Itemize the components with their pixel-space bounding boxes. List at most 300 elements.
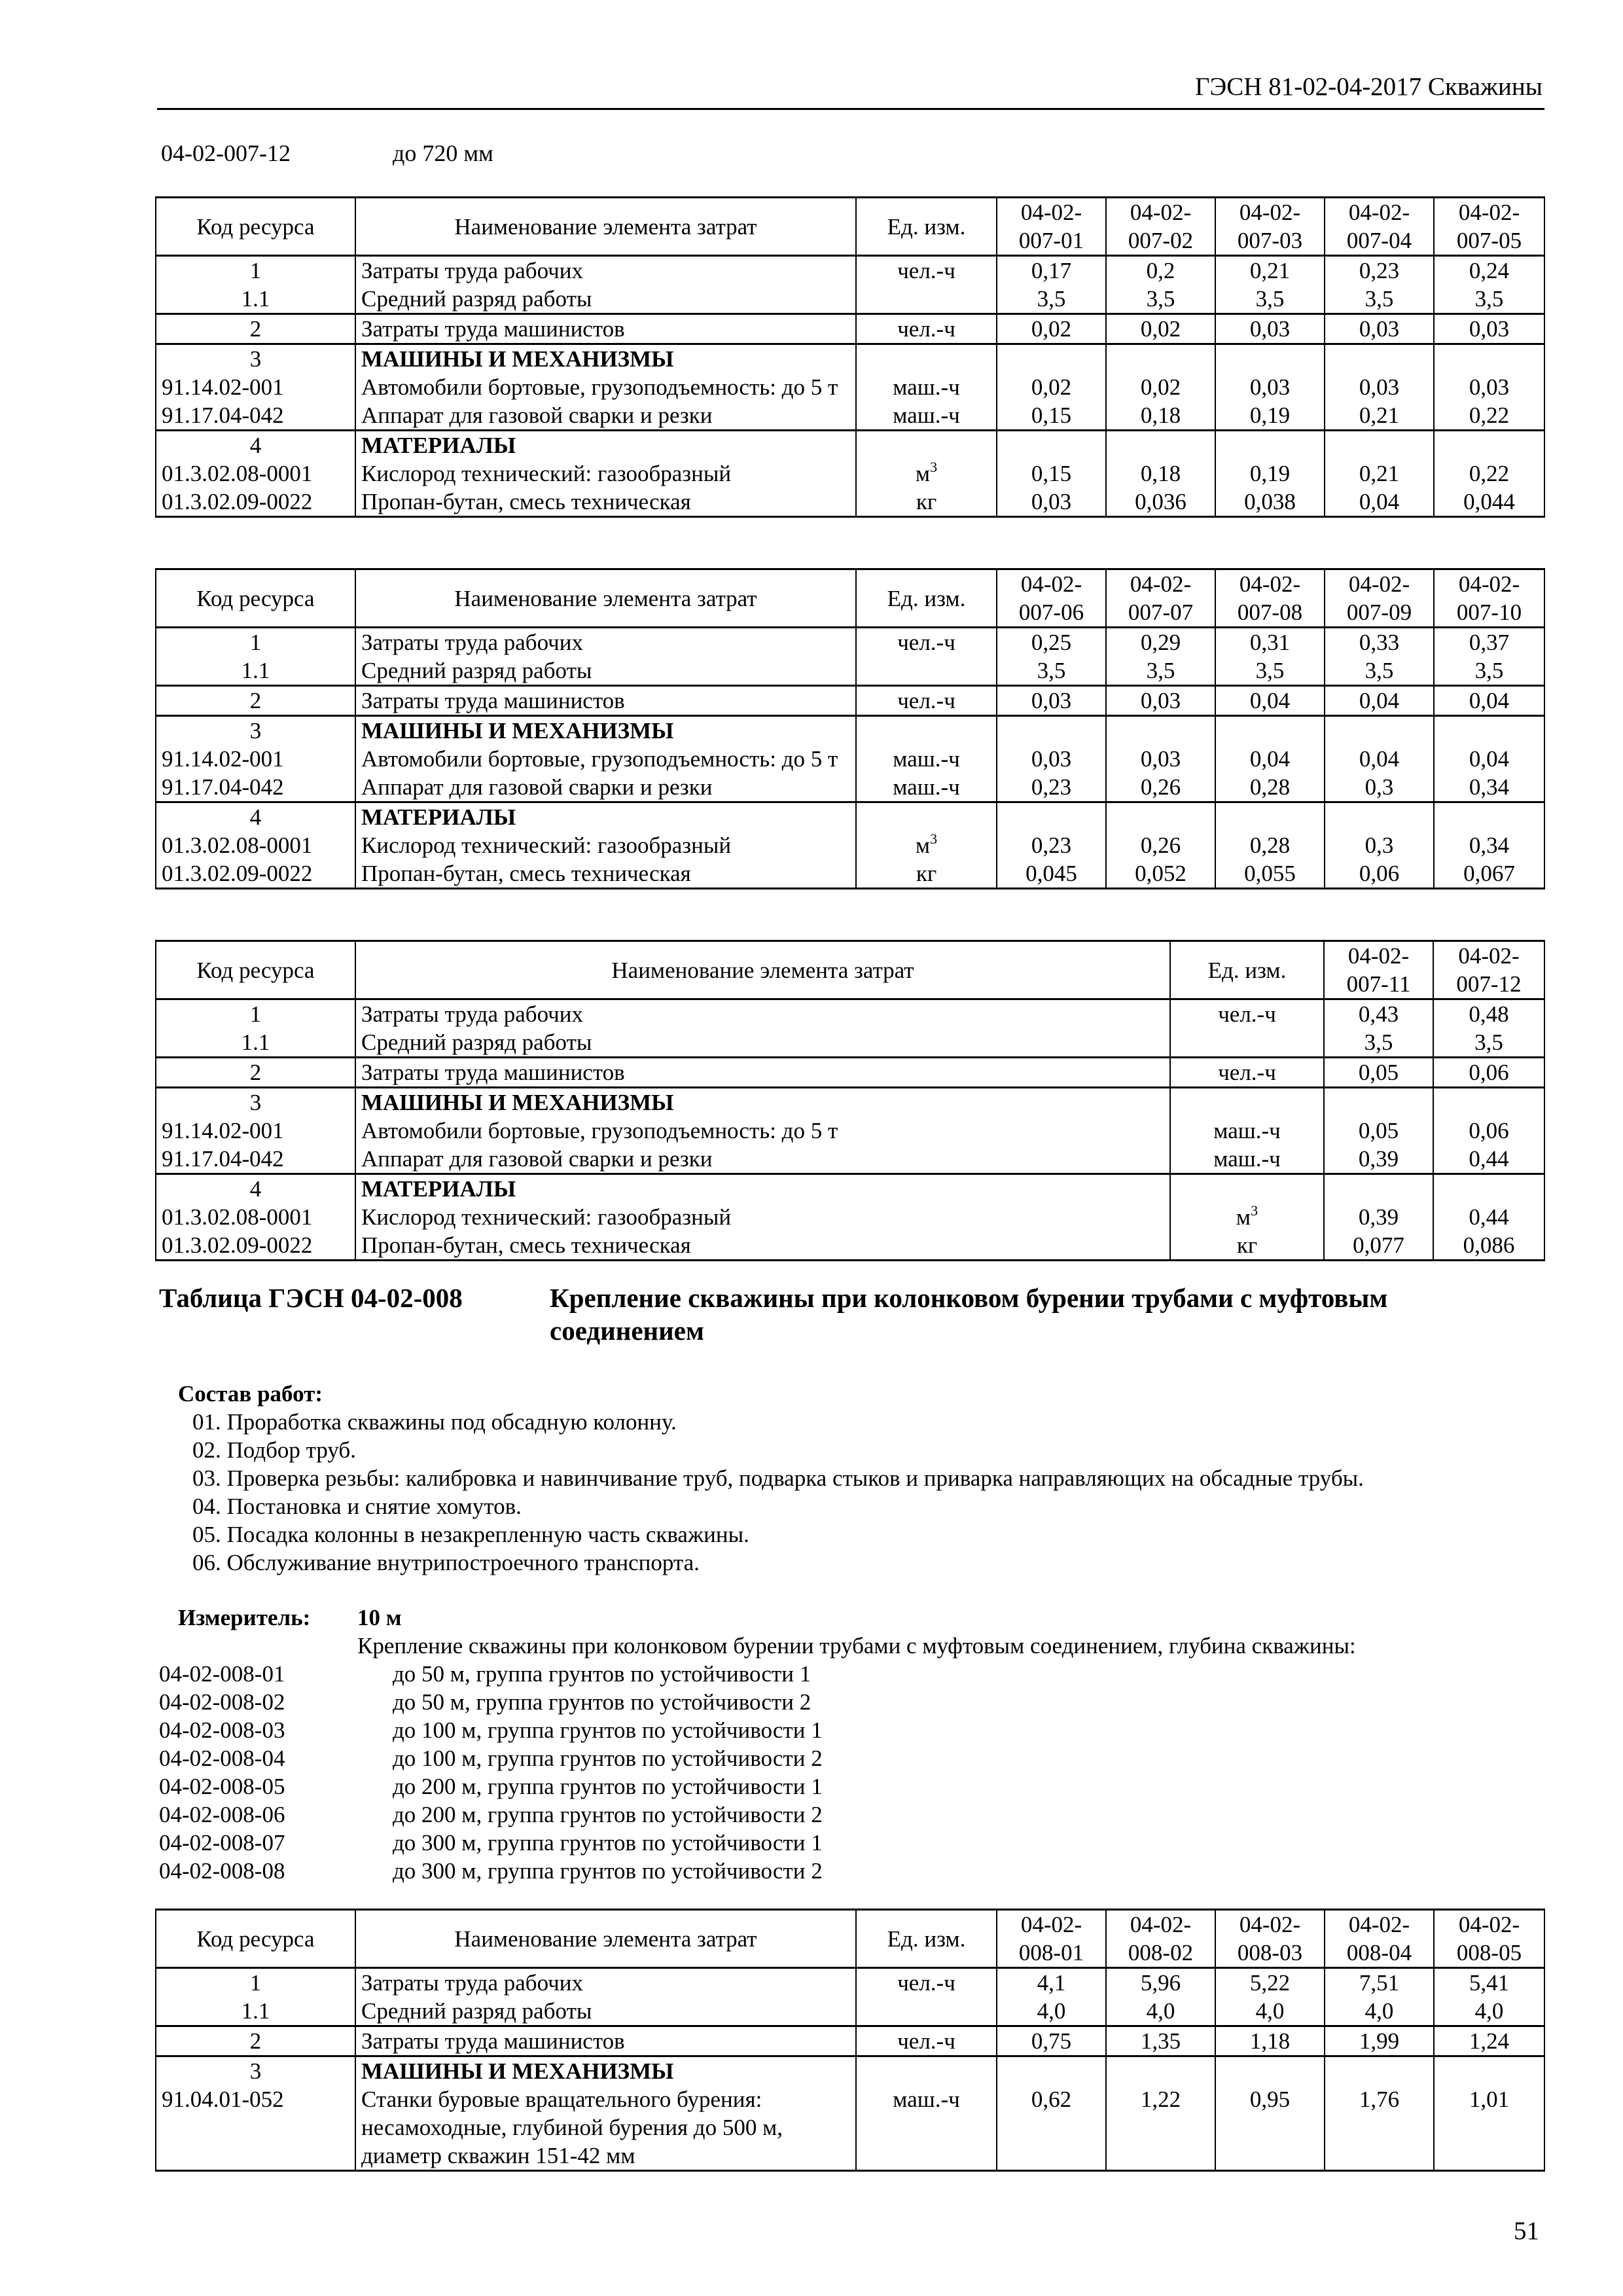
rate-description: до 50 м, группа грунтов по устойчивости 2: [393, 1689, 812, 1715]
resource-value: 0,18: [1106, 401, 1215, 431]
resource-unit: маш.-ч: [856, 745, 997, 773]
resource-value: [1215, 2056, 1325, 2086]
resource-value: 1,22: [1106, 2085, 1215, 2171]
resource-unit: [856, 716, 997, 745]
resource-name: Затраты труда рабочих: [355, 256, 856, 285]
resource-unit: кг: [1170, 1231, 1324, 1261]
table-row: [156, 773, 1544, 802]
resource-value: 0,18: [1106, 459, 1215, 488]
resource-value: 1,01: [1434, 2085, 1544, 2171]
resource-value: 0,044: [1434, 488, 1544, 517]
resource-code: 3: [156, 716, 355, 745]
table-row: [156, 628, 1544, 657]
col-header-name: Наименование элемента затрат: [355, 941, 1170, 999]
resource-name: Кислород технический: газообразный: [355, 459, 856, 488]
col-header-code: Код ресурса: [156, 198, 355, 256]
composition-item: 04. Постановка и снятие хомутов.: [192, 1494, 522, 1519]
resource-unit: $м^3$: [856, 459, 997, 488]
col-header-rate: 04-02- 007-05: [1434, 198, 1544, 256]
table-row: [156, 344, 1544, 374]
resource-code: 1.1: [156, 1028, 355, 1058]
resource-value: 0,036: [1106, 488, 1215, 517]
table-row: [156, 999, 1544, 1029]
resource-unit: маш.-ч: [856, 2085, 997, 2171]
resource-unit: маш.-ч: [856, 373, 997, 401]
resource-value: 0,34: [1434, 773, 1544, 802]
table-row: [156, 1231, 1544, 1261]
resource-value: 0,03: [1434, 314, 1544, 344]
resource-unit: чел.-ч: [856, 2026, 997, 2056]
resource-unit: чел.-ч: [1170, 1058, 1324, 1088]
resource-name: Средний разряд работы: [355, 1997, 856, 2026]
group-heading: МАШИНЫ И МЕХАНИЗМЫ: [355, 1088, 1170, 1117]
rate-code: 04-02-008-04: [159, 1746, 285, 1771]
resource-value: 0,26: [1106, 773, 1215, 802]
resource-code: 4: [156, 431, 355, 460]
resource-value: 1,24: [1434, 2026, 1544, 2056]
resource-value: 0,24: [1434, 256, 1544, 285]
resource-value: 0,03: [1325, 314, 1434, 344]
rate-description: до 300 м, группа грунтов по устойчивости 2: [393, 1858, 823, 1884]
resource-name: Автомобили бортовые, грузоподъемность: до 5 т: [355, 373, 856, 401]
table-row: [156, 1203, 1544, 1231]
group-heading: МАТЕРИАЛЫ: [355, 802, 856, 832]
resource-code: 1.1: [156, 1997, 355, 2026]
resource-value: 0,04: [1325, 488, 1434, 517]
table-row: [156, 256, 1544, 285]
resource-name: Затраты труда машинистов: [355, 1058, 1170, 1088]
resource-code: 1.1: [156, 656, 355, 686]
table-row: [156, 314, 1544, 344]
resource-value: 0,19: [1215, 459, 1325, 488]
resource-value: [997, 344, 1106, 374]
resource-value: 0,31: [1215, 628, 1325, 657]
table-row: [156, 802, 1544, 832]
col-header-rate: 04-02- 007-03: [1215, 198, 1325, 256]
resource-name: Пропан-бутан, смесь техническая: [355, 1231, 1170, 1261]
resource-value: 0,21: [1325, 459, 1434, 488]
resource-code: 91.04.01-052: [156, 2085, 355, 2171]
col-header-rate: 04-02- 008-04: [1325, 1910, 1434, 1968]
resource-unit: [856, 2056, 997, 2086]
composition-heading: Состав работ:: [178, 1381, 323, 1407]
resource-name: Пропан-бутан, смесь техническая: [355, 488, 856, 517]
resource-unit: $м^3$: [1170, 1203, 1324, 1231]
resource-value: 0,086: [1433, 1231, 1544, 1261]
resource-value: 0,39: [1324, 1145, 1433, 1174]
resource-name: Затраты труда машинистов: [355, 686, 856, 716]
resource-value: [997, 431, 1106, 460]
section-table-label: Таблица ГЭСН 04-02-008: [159, 1283, 463, 1313]
resource-value: 3,5: [1434, 656, 1544, 686]
resource-table-007-01-05: [155, 196, 1545, 518]
resource-code: 01.3.02.09-0022: [156, 859, 355, 889]
resource-name: Затраты труда машинистов: [355, 314, 856, 344]
col-header-unit: Ед. изм.: [856, 198, 997, 256]
col-header-rate: 04-02- 007-06: [997, 569, 1106, 628]
resource-value: [1106, 716, 1215, 745]
resource-value: 0,44: [1433, 1145, 1544, 1174]
composition-item: 06. Обслуживание внутрипостроечного транспорта.: [192, 1550, 700, 1575]
resource-code: 01.3.02.08-0001: [156, 459, 355, 488]
resource-value: [1434, 2056, 1544, 2086]
col-header-rate: 04-02- 008-02: [1106, 1910, 1215, 1968]
resource-value: 3,5: [997, 656, 1106, 686]
resource-value: 3,5: [1215, 656, 1325, 686]
resource-code: 3: [156, 1088, 355, 1117]
resource-name: Средний разряд работы: [355, 1028, 1170, 1058]
rate-code: 04-02-008-08: [159, 1858, 285, 1884]
table-row: [156, 1117, 1544, 1145]
resource-code: 91.14.02-001: [156, 1117, 355, 1145]
resource-name: Затраты труда машинистов: [355, 2026, 856, 2056]
resource-name: Затраты труда рабочих: [355, 1968, 856, 1998]
resource-value: [1325, 431, 1434, 460]
resource-name: Затраты труда рабочих: [355, 999, 1170, 1029]
resource-value: 0,03: [1215, 373, 1325, 401]
resource-name: Кислород технический: газообразный: [355, 831, 856, 859]
resource-unit: [856, 656, 997, 686]
rate-code: 04-02-008-03: [159, 1717, 285, 1743]
table-row: [156, 488, 1544, 517]
table-row: [156, 373, 1544, 401]
resource-unit: кг: [856, 488, 997, 517]
resource-value: 0,04: [1434, 686, 1544, 716]
composition-item: 05. Посадка колонны в незакрепленную часть скважины.: [192, 1522, 749, 1547]
resource-unit: чел.-ч: [1170, 999, 1324, 1029]
resource-name: Аппарат для газовой сварки и резки: [355, 1145, 1170, 1174]
resource-code: 3: [156, 2056, 355, 2086]
measure-intro: Крепление скважины при колонковом бурении трубами с муфтовым соединением, глубина скважины:: [357, 1633, 1356, 1659]
resource-value: 3,5: [1106, 656, 1215, 686]
resource-value: [1215, 431, 1325, 460]
resource-value: 4,0: [1215, 1997, 1325, 2026]
col-header-code: Код ресурса: [156, 941, 355, 999]
resource-code: 4: [156, 802, 355, 832]
resource-unit: [856, 344, 997, 374]
table-row: [156, 431, 1544, 460]
col-header-rate: 04-02- 008-01: [997, 1910, 1106, 1968]
resource-table-007-11-12: [155, 940, 1545, 1261]
resource-name: Кислород технический: газообразный: [355, 1203, 1170, 1231]
resource-value: [1434, 802, 1544, 832]
table-row: [156, 656, 1544, 686]
resource-value: 1,18: [1215, 2026, 1325, 2056]
resource-value: 3,5: [1215, 285, 1325, 314]
resource-unit: кг: [856, 859, 997, 889]
resource-value: 0,75: [997, 2026, 1106, 2056]
resource-name: Автомобили бортовые, грузоподъемность: до 5 т: [355, 745, 856, 773]
resource-name: Автомобили бортовые, грузоподъемность: до 5 т: [355, 1117, 1170, 1145]
resource-code: 91.14.02-001: [156, 745, 355, 773]
resource-value: 0,34: [1434, 831, 1544, 859]
resource-name: Аппарат для газовой сварки и резки: [355, 401, 856, 431]
col-header-rate: 04-02- 007-09: [1325, 569, 1434, 628]
resource-table-007-06-10: [155, 568, 1545, 889]
resource-name: Средний разряд работы: [355, 285, 856, 314]
resource-value: 1,76: [1325, 2085, 1434, 2171]
resource-unit: [1170, 1028, 1324, 1058]
resource-value: 0,21: [1325, 401, 1434, 431]
resource-name: Станки буровые вращательного бурения: несамоходные, глубиной бурения до 500 м, диаметр скважин 151-42 мм: [355, 2085, 856, 2171]
resource-value: 0,19: [1215, 401, 1325, 431]
resource-value: 0,15: [997, 459, 1106, 488]
resource-value: 0,04: [1215, 686, 1325, 716]
col-header-unit: Ед. изм.: [856, 569, 997, 628]
rate-description: до 100 м, группа грунтов по устойчивости 2: [393, 1746, 823, 1771]
resource-value: 0,23: [997, 831, 1106, 859]
resource-value: 5,22: [1215, 1968, 1325, 1998]
group-heading: МАТЕРИАЛЫ: [355, 431, 856, 460]
resource-value: [1325, 716, 1434, 745]
resource-value: 0,04: [1325, 745, 1434, 773]
table-row: [156, 285, 1544, 314]
table-row: [156, 1058, 1544, 1088]
group-heading: МАТЕРИАЛЫ: [355, 1174, 1170, 1204]
resource-code: 1: [156, 628, 355, 657]
col-header-rate: 04-02- 008-03: [1215, 1910, 1325, 1968]
resource-value: 0,04: [1325, 686, 1434, 716]
resource-value: 0,48: [1433, 999, 1544, 1029]
resource-value: 1,99: [1325, 2026, 1434, 2056]
resource-name: Аппарат для газовой сварки и резки: [355, 773, 856, 802]
resource-value: 0,06: [1325, 859, 1434, 889]
rate-description: до 100 м, группа грунтов по устойчивости 1: [393, 1717, 823, 1743]
group-heading: МАШИНЫ И МЕХАНИЗМЫ: [355, 344, 856, 374]
rate-description: до 50 м, группа грунтов по устойчивости 1: [393, 1661, 812, 1687]
resource-value: 0,055: [1215, 859, 1325, 889]
resource-value: 3,5: [1324, 1028, 1433, 1058]
col-header-rate: 04-02- 007-11: [1324, 941, 1433, 999]
resource-unit: $м^3$: [856, 831, 997, 859]
rate-code: 04-02-008-05: [159, 1774, 285, 1799]
resource-code: 1.1: [156, 285, 355, 314]
resource-value: 0,23: [997, 773, 1106, 802]
resource-value: 0,2: [1106, 256, 1215, 285]
composition-section: [178, 1380, 1364, 1577]
resource-value: 0,045: [997, 859, 1106, 889]
resource-code: 1: [156, 999, 355, 1029]
resource-value: 0,21: [1215, 256, 1325, 285]
measure-label: Измеритель:: [178, 1605, 311, 1630]
resource-value: 0,23: [1325, 256, 1434, 285]
resource-value: [997, 2056, 1106, 2086]
resource-unit: [1170, 1174, 1324, 1204]
col-header-rate: 04-02- 008-05: [1434, 1910, 1544, 1968]
resource-table-008-01-05: [155, 1909, 1545, 2172]
resource-value: 0,067: [1434, 859, 1544, 889]
resource-value: 0,95: [1215, 2085, 1325, 2171]
resource-value: 3,5: [1434, 285, 1544, 314]
resource-value: 0,05: [1324, 1117, 1433, 1145]
resource-value: 0,06: [1433, 1117, 1544, 1145]
resource-value: 0,03: [1325, 373, 1434, 401]
resource-value: [997, 716, 1106, 745]
table-row: [156, 1145, 1544, 1174]
resource-value: 0,43: [1324, 999, 1433, 1029]
resource-value: 0,28: [1215, 831, 1325, 859]
resource-unit: чел.-ч: [856, 314, 997, 344]
resource-value: [1325, 2056, 1434, 2086]
rate-code: 04-02-008-02: [159, 1689, 285, 1715]
resource-value: 4,1: [997, 1968, 1106, 1998]
resource-value: 0,02: [997, 373, 1106, 401]
table-row: [156, 745, 1544, 773]
resource-value: 0,077: [1324, 1231, 1433, 1261]
resource-value: [1325, 802, 1434, 832]
col-header-name: Наименование элемента затрат: [355, 569, 856, 628]
resource-name: Затраты труда рабочих: [355, 628, 856, 657]
subline-text: до 720 мм: [393, 140, 493, 166]
section-table-title: Крепление скважины при колонковом бурении трубами с муфтовым соединением: [550, 1283, 1388, 1346]
resource-value: 0,03: [1106, 745, 1215, 773]
resource-value: 0,02: [997, 314, 1106, 344]
resource-code: 01.3.02.09-0022: [156, 488, 355, 517]
resource-value: [1324, 1174, 1433, 1204]
col-header-rate: 04-02- 007-10: [1434, 569, 1544, 628]
resource-value: [1434, 344, 1544, 374]
resource-unit: [856, 431, 997, 460]
table-row: [156, 859, 1544, 889]
col-header-code: Код ресурса: [156, 569, 355, 628]
col-header-name: Наименование элемента затрат: [355, 1910, 856, 1968]
resource-code: 3: [156, 344, 355, 374]
resource-value: [1433, 1088, 1544, 1117]
resource-value: 0,62: [997, 2085, 1106, 2171]
col-header-code: Код ресурса: [156, 1910, 355, 1968]
composition-item: 02. Подбор труб.: [192, 1437, 356, 1463]
subline-code: 04-02-007-12: [161, 140, 291, 166]
resource-code: 01.3.02.08-0001: [156, 1203, 355, 1231]
resource-value: 3,5: [1106, 285, 1215, 314]
resource-code: 1: [156, 1968, 355, 1998]
resource-unit: маш.-ч: [856, 773, 997, 802]
resource-value: 3,5: [1325, 656, 1434, 686]
resource-value: 4,0: [997, 1997, 1106, 2026]
col-header-unit: Ед. изм.: [856, 1910, 997, 1968]
resource-unit: [856, 285, 997, 314]
table-row: [156, 1968, 1544, 1998]
composition-item: 01. Проработка скважины под обсадную колонну.: [192, 1409, 677, 1435]
resource-value: 3,5: [997, 285, 1106, 314]
table-row: [156, 1997, 1544, 2026]
resource-value: 0,03: [1215, 314, 1325, 344]
rate-code: 04-02-008-07: [159, 1830, 285, 1856]
resource-value: 0,26: [1106, 831, 1215, 859]
table-row: [156, 2085, 1544, 2171]
resource-value: 4,0: [1325, 1997, 1434, 2026]
resource-value: [1215, 344, 1325, 374]
resource-code: 2: [156, 1058, 355, 1088]
resource-value: 4,0: [1434, 1997, 1544, 2026]
resource-code: 91.14.02-001: [156, 373, 355, 401]
resource-code: 1: [156, 256, 355, 285]
resource-unit: чел.-ч: [856, 256, 997, 285]
resource-unit: чел.-ч: [856, 628, 997, 657]
col-header-rate: 04-02- 007-01: [997, 198, 1106, 256]
composition-item: 03. Проверка резьбы: калибровка и навинчивание труб, подварка стыков и приварка направляющих на обсадные трубы.: [192, 1465, 1364, 1491]
group-heading: МАШИНЫ И МЕХАНИЗМЫ: [355, 716, 856, 745]
resource-value: [1433, 1174, 1544, 1204]
col-header-rate: 04-02- 007-04: [1325, 198, 1434, 256]
resource-value: 5,96: [1106, 1968, 1215, 1998]
resource-code: 2: [156, 2026, 355, 2056]
resource-code: 91.17.04-042: [156, 401, 355, 431]
resource-value: 0,03: [1106, 686, 1215, 716]
resource-value: 0,02: [1106, 314, 1215, 344]
col-header-rate: 04-02- 007-02: [1106, 198, 1215, 256]
resource-value: [1106, 2056, 1215, 2086]
resource-value: 0,37: [1434, 628, 1544, 657]
resource-value: [997, 802, 1106, 832]
resource-code: 91.17.04-042: [156, 1145, 355, 1174]
table-row: [156, 2026, 1544, 2056]
table-row: [156, 716, 1544, 745]
resource-value: 0,02: [1106, 373, 1215, 401]
resource-value: [1106, 344, 1215, 374]
measure-list: [159, 1660, 823, 1885]
resource-value: 0,06: [1433, 1058, 1544, 1088]
resource-code: 01.3.02.09-0022: [156, 1231, 355, 1261]
resource-value: 0,44: [1433, 1203, 1544, 1231]
col-header-name: Наименование элемента затрат: [355, 198, 856, 256]
resource-value: 0,04: [1215, 745, 1325, 773]
resource-value: 0,17: [997, 256, 1106, 285]
resource-unit: [1170, 1088, 1324, 1117]
resource-value: [1215, 802, 1325, 832]
resource-value: 0,03: [997, 686, 1106, 716]
resource-value: 5,41: [1434, 1968, 1544, 1998]
rate-description: до 300 м, группа грунтов по устойчивости 1: [393, 1830, 823, 1856]
resource-value: 0,03: [997, 488, 1106, 517]
resource-value: 0,39: [1324, 1203, 1433, 1231]
resource-value: 0,03: [997, 745, 1106, 773]
table-row: [156, 1174, 1544, 1204]
resource-unit: маш.-ч: [1170, 1117, 1324, 1145]
resource-name: Пропан-бутан, смесь техническая: [355, 859, 856, 889]
resource-value: 0,03: [1434, 373, 1544, 401]
resource-value: 0,25: [997, 628, 1106, 657]
table-row: [156, 1028, 1544, 1058]
resource-code: 2: [156, 686, 355, 716]
rate-description: до 200 м, группа грунтов по устойчивости 2: [393, 1802, 823, 1827]
running-header: ГЭСН 81-02-04-2017 Скважины: [1195, 73, 1543, 101]
col-header-rate: 04-02- 007-07: [1106, 569, 1215, 628]
rate-code: 04-02-008-06: [159, 1802, 285, 1827]
table-row: [156, 686, 1544, 716]
resource-value: 0,04: [1434, 745, 1544, 773]
table-row: [156, 401, 1544, 431]
page-number: 51: [1514, 2217, 1539, 2245]
resource-value: 7,51: [1325, 1968, 1434, 1998]
resource-value: 0,33: [1325, 628, 1434, 657]
resource-value: 0,3: [1325, 773, 1434, 802]
resource-value: 0,22: [1434, 459, 1544, 488]
resource-value: 1,35: [1106, 2026, 1215, 2056]
resource-value: [1324, 1088, 1433, 1117]
resource-unit: маш.-ч: [1170, 1145, 1324, 1174]
resource-value: [1215, 716, 1325, 745]
resource-value: 0,05: [1324, 1058, 1433, 1088]
resource-code: 4: [156, 1174, 355, 1204]
resource-name: Средний разряд работы: [355, 656, 856, 686]
group-heading: МАШИНЫ И МЕХАНИЗМЫ: [355, 2056, 856, 2086]
resource-code: 01.3.02.08-0001: [156, 831, 355, 859]
table-row: [156, 1088, 1544, 1117]
resource-value: [1325, 344, 1434, 374]
resource-value: 0,29: [1106, 628, 1215, 657]
resource-value: [1106, 802, 1215, 832]
